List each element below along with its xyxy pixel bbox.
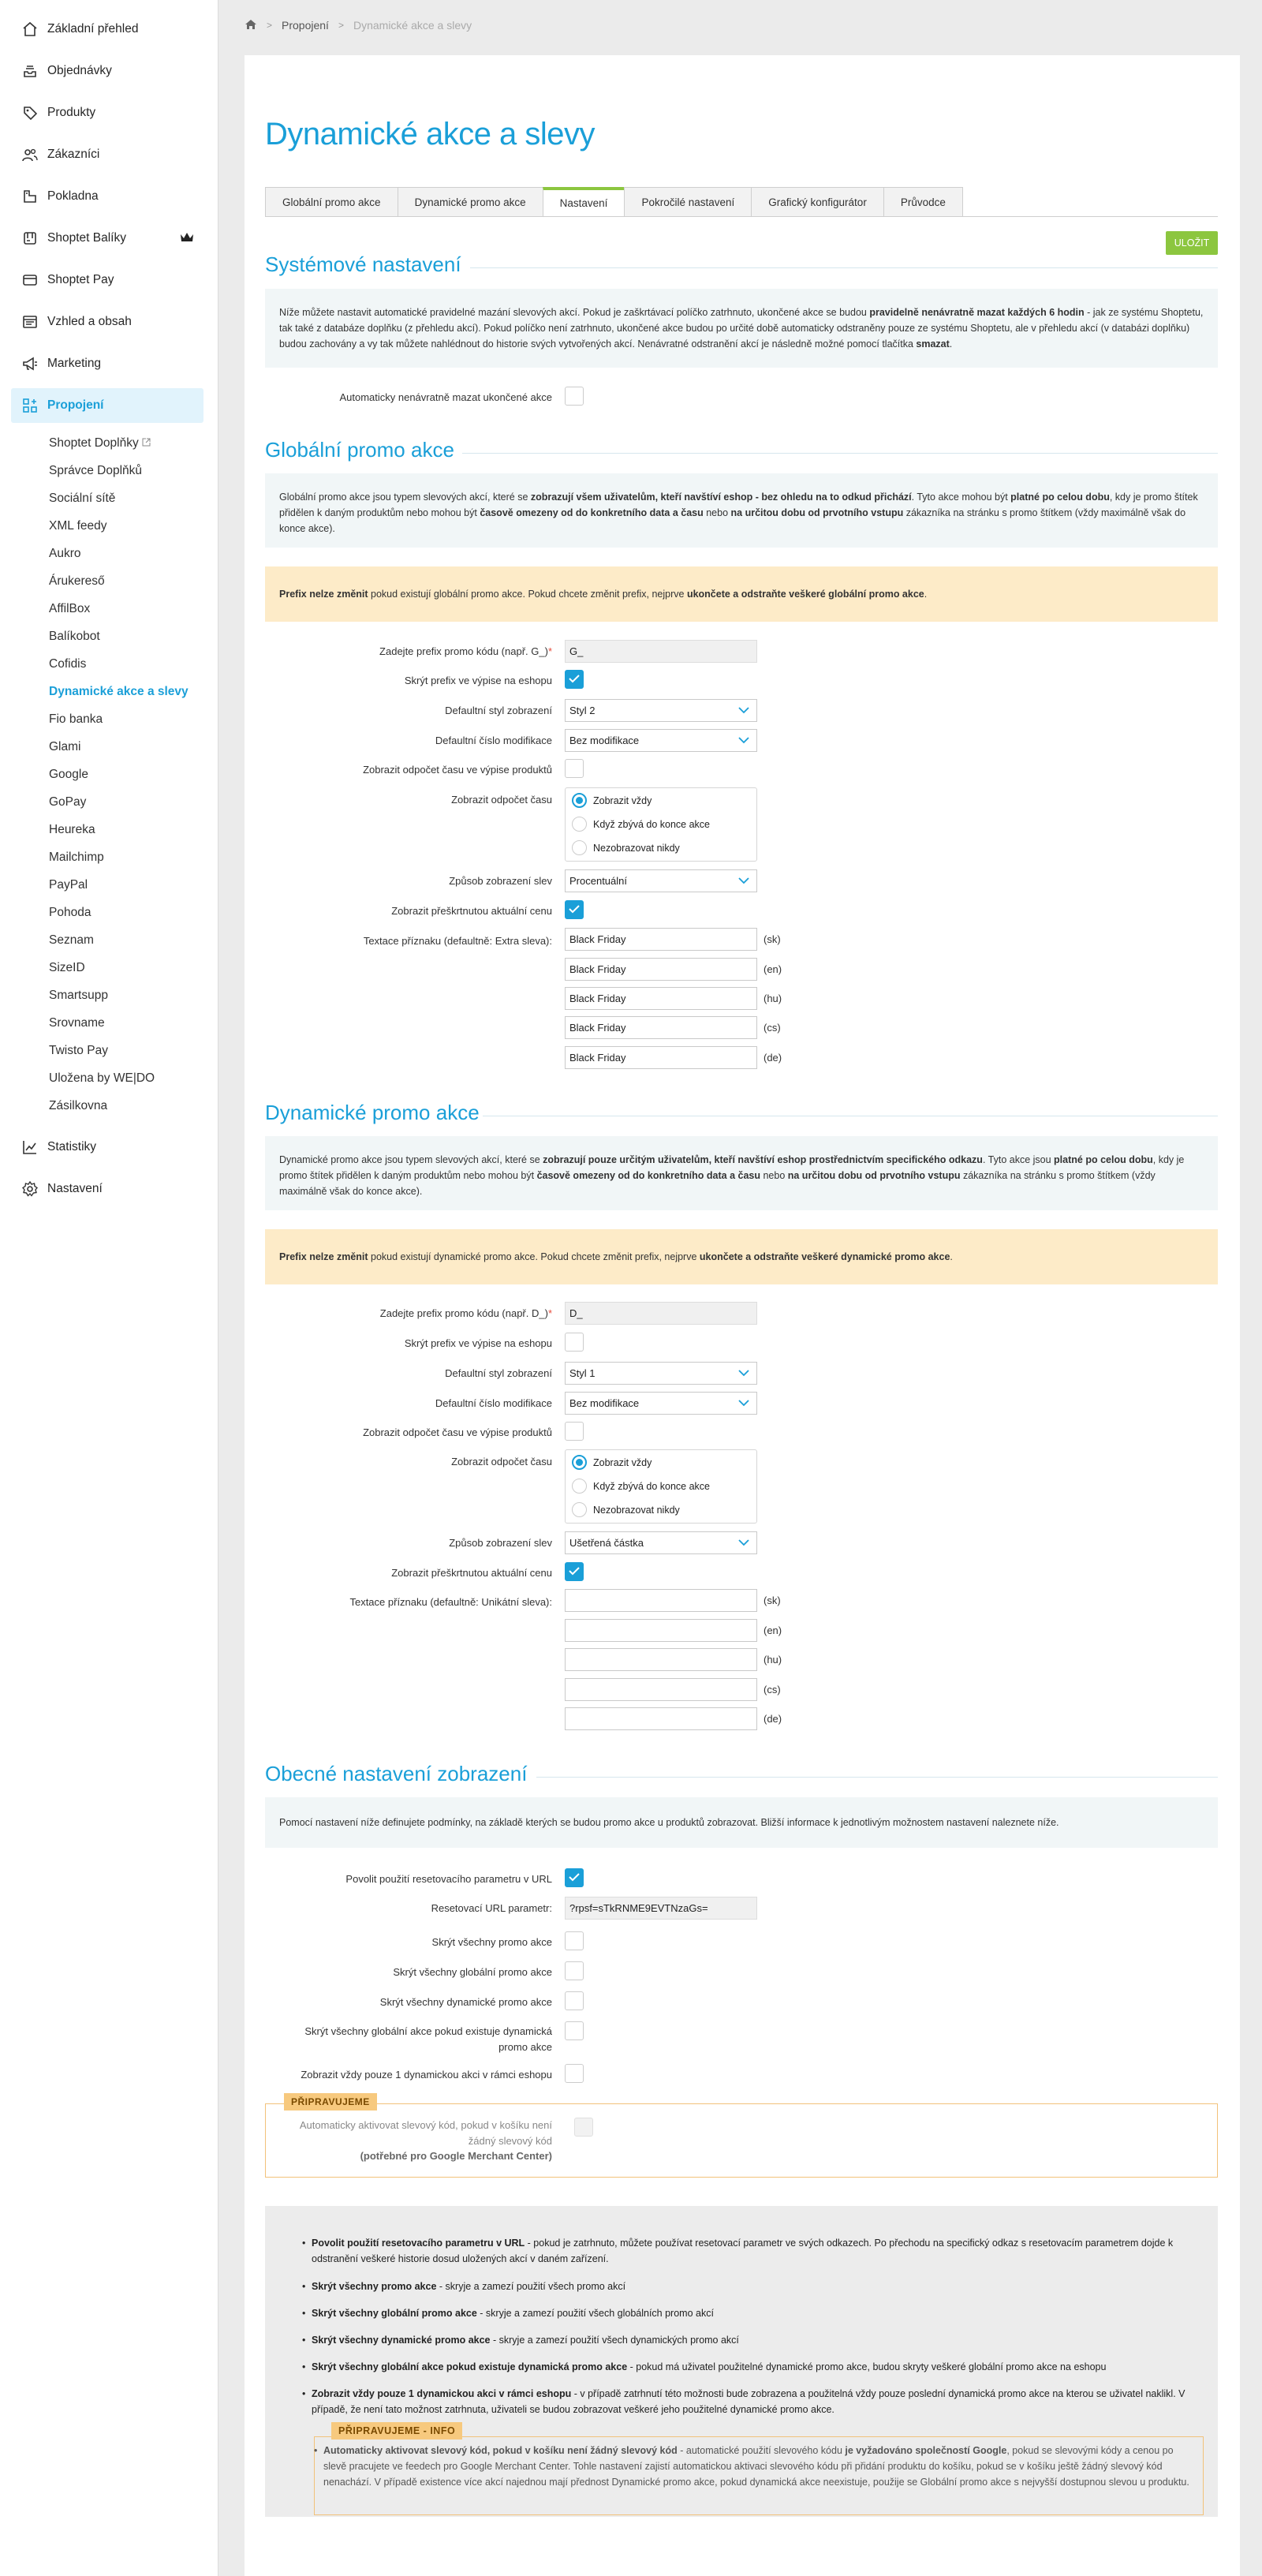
sidebar-sub-balikobot[interactable]: Balíkobot bbox=[49, 630, 100, 643]
package-icon bbox=[21, 229, 39, 248]
global-hide-prefix-checkbox[interactable] bbox=[565, 670, 584, 689]
help-item-hide-all: • Skrýt všechny promo akce - skryje a zamezí použití všech promo akcí bbox=[312, 2279, 1199, 2294]
sidebar-item-packages[interactable]: Shoptet Balíky bbox=[11, 221, 203, 256]
home-icon[interactable] bbox=[245, 18, 257, 33]
dynamic-info: Dynamické promo akce jsou typem slevových akcí, které se zobrazují pouze určitým uživatelům, kteří navštíví eshop prostřednictvím specifického odkazu. Tyto akce jsou platné po celou dobu, kdy je promo štítek přidělen k daným produktům nebo mohou být časově omezeny od do konkretního data a času nebo na určitou dobu od prvotního vstupu zákazníka na stránku s promo štítkem (vždy maximálně však do konce akce). bbox=[265, 1136, 1218, 1210]
chevron-down-icon bbox=[737, 875, 750, 888]
hide-global-if-dynamic-label: Skrýt všechny globální akce pokud existuje dynamická promo akce bbox=[304, 2025, 552, 2053]
dynamic-text-hu[interactable] bbox=[565, 1648, 757, 1671]
radio-when-remaining[interactable]: Když zbývá do konce akce bbox=[572, 1479, 710, 1494]
tab-advanced-settings[interactable]: Pokročilé nastavení bbox=[624, 187, 751, 217]
global-prefix-input[interactable]: G_ bbox=[565, 640, 757, 663]
tab-dynamic-promo[interactable]: Dynamické promo akce bbox=[398, 187, 543, 217]
global-countdown-list-label: Zobrazit odpočet času ve výpise produktů bbox=[363, 764, 552, 776]
tab-settings[interactable]: Nastavení bbox=[543, 187, 625, 217]
general-info: Pomocí nastavení níže definujete podmínky, na základě kterých se budou promo akce u produktů zobrazovat. Bližší informace k jednotlivým možnostem nastavení naleznete níže. bbox=[265, 1797, 1218, 1848]
tab-graphic-configurator[interactable]: Grafický konfigurátor bbox=[751, 187, 883, 217]
dynamic-mod-label: Defaultní číslo modifikace bbox=[435, 1397, 552, 1409]
external-link-icon bbox=[142, 436, 151, 450]
coming-soon-badge: PŘIPRAVUJEME bbox=[284, 2093, 377, 2111]
sidebar-item-customers[interactable]: Zákazníci bbox=[11, 137, 203, 172]
breadcrumb-current: Dynamické akce a slevy bbox=[353, 19, 472, 32]
sidebar-sub-gopay[interactable]: GoPay bbox=[49, 795, 87, 809]
sidebar-sub-google[interactable]: Google bbox=[49, 768, 88, 781]
global-style-select[interactable]: Styl 2 bbox=[565, 699, 757, 722]
reset-allow-label: Povolit použití resetovacího parametru v URL bbox=[345, 1873, 552, 1885]
card-icon bbox=[21, 271, 39, 290]
sidebar-sub-glami[interactable]: Glami bbox=[49, 740, 81, 753]
sidebar-sub-dynamic-actions[interactable]: Dynamické akce a slevy bbox=[49, 685, 189, 698]
dynamic-text-en[interactable] bbox=[565, 1619, 757, 1642]
global-countdown-radios bbox=[565, 787, 757, 862]
sidebar-item-register[interactable]: Pokladna bbox=[11, 179, 203, 214]
global-strike-checkbox[interactable] bbox=[565, 900, 584, 919]
sidebar-item-marketing[interactable]: Marketing bbox=[11, 346, 203, 381]
sidebar-item-integrations[interactable]: Propojení bbox=[11, 388, 203, 423]
crown-icon bbox=[180, 232, 194, 245]
coming-soon-info-badge: PŘIPRAVUJEME - INFO bbox=[331, 2422, 462, 2440]
global-text-sk[interactable]: Black Friday bbox=[565, 928, 757, 951]
help-item-one-dynamic: • Zobrazit vždy pouze 1 dynamickou akci v rámci eshopu - v případě zatrhnutí této možnosti bude zobrazena a použitelná vždy pouze poslední dynamická promo akce na kterou se uživatel naklikl. V případě, že není tato možnost zatrhnuta, uživateli se budou zobrazovat veškeré jeho použitelné dynamické promo akce. bbox=[312, 2386, 1199, 2417]
one-dynamic-label: Zobrazit vždy pouze 1 dynamickou akci v rámci eshopu bbox=[301, 2069, 552, 2081]
global-hide-prefix-label: Skrýt prefix ve výpise na eshopu bbox=[404, 675, 552, 686]
page-title: Dynamické akce a slevy bbox=[265, 117, 596, 151]
global-style-label: Defaultní styl zobrazení bbox=[445, 705, 552, 716]
radio-never[interactable]: Nezobrazovat nikdy bbox=[572, 1502, 680, 1517]
help-item-hide-global-if: • Skrýt všechny globální akce pokud existuje dynamická promo akce - pokud má uživatel použitelné dynamické promo akce, budou skryty veškeré globální promo akce na eshopu bbox=[312, 2359, 1199, 2375]
sidebar-sub-zasilkovna[interactable]: Zásilkovna bbox=[49, 1099, 108, 1112]
auto-delete-checkbox[interactable] bbox=[565, 387, 584, 406]
tab-global-promo[interactable]: Globální promo akce bbox=[265, 187, 398, 217]
hide-dynamic-label: Skrýt všechny dynamické promo akce bbox=[379, 1996, 552, 2008]
sidebar-sub-cofidis[interactable]: Cofidis bbox=[49, 657, 87, 671]
dynamic-mod-select[interactable]: Bez modifikace bbox=[565, 1392, 757, 1415]
global-text-de[interactable]: Black Friday bbox=[565, 1046, 757, 1069]
sidebar-item-products[interactable]: Produkty bbox=[11, 95, 203, 130]
dynamic-text-de[interactable] bbox=[565, 1707, 757, 1730]
home-icon bbox=[21, 20, 39, 39]
hide-global-checkbox[interactable] bbox=[565, 1961, 584, 1980]
dynamic-style-select[interactable]: Styl 1 bbox=[565, 1362, 757, 1385]
sidebar-item-orders[interactable]: Objednávky bbox=[11, 54, 203, 88]
global-text-label: Textace příznaku (defaultně: Extra sleva): bbox=[363, 935, 552, 947]
chevron-down-icon bbox=[737, 1367, 750, 1381]
system-info: Níže můžete nastavit automatické pravidelné mazání slevových akcí. Pokud je zaškrtávací políčko zatrhnuto, ukončené akce se budou pravidelně nenávratně mazat každých 6 hodin - jak ze systému Shoptetu, tak také z databáze doplňku (z přehledu akcí). Pokud políčko není zatrhnuto, ukončené akce budou po určité době automaticky odstraněny pouze ze systému Shoptetu, ale v přehledu akcí (v databázi doplňku) budou zachovány a vy tak můžete nahlédnout do historie svých vytvořených akcí. Nenávratné odstranění akcí je následně možné pomocí tlačítka smazat. bbox=[265, 289, 1218, 368]
auto-activate-label: Automaticky aktivovat slevový kód, pokud v košíku není žádný slevový kód (potřebné pro Google Merchant Center) bbox=[299, 2119, 552, 2162]
auto-delete-label: Automaticky nenávratně mazat ukončené akce bbox=[339, 391, 552, 403]
global-mod-label: Defaultní číslo modifikace bbox=[435, 735, 552, 746]
sidebar-item-statistics[interactable]: Statistiky bbox=[11, 1130, 203, 1165]
users-icon bbox=[21, 145, 39, 164]
chevron-down-icon bbox=[737, 735, 750, 748]
reset-param-input[interactable]: ?rpsf=sTkRNME9EVTNzaGs= bbox=[565, 1897, 757, 1920]
dynamic-discount-label: Způsob zobrazení slev bbox=[449, 1537, 552, 1549]
hide-global-label: Skrýt všechny globální promo akce bbox=[393, 1966, 552, 1978]
dynamic-prefix-input[interactable]: D_ bbox=[565, 1302, 757, 1325]
sidebar-sub-smartsupp[interactable]: Smartsupp bbox=[49, 989, 108, 1002]
sidebar bbox=[0, 0, 218, 2576]
global-discount-label: Způsob zobrazení slev bbox=[449, 875, 552, 887]
sidebar-sub-mailchimp[interactable]: Mailchimp bbox=[49, 851, 104, 864]
layout-icon bbox=[21, 312, 39, 331]
global-warning: Prefix nelze změnit pokud existují globální promo akce. Pokud chcete změnit prefix, nejprve ukončete a odstraňte veškeré globální promo akce. bbox=[265, 566, 1218, 622]
radio-always[interactable]: Zobrazit vždy bbox=[572, 793, 652, 808]
megaphone-icon bbox=[21, 354, 39, 373]
global-countdown-list-checkbox[interactable] bbox=[565, 759, 584, 778]
sidebar-sub-addon-manager[interactable]: Správce Doplňků bbox=[49, 464, 143, 477]
register-icon bbox=[21, 187, 39, 206]
radio-always[interactable]: Zobrazit vždy bbox=[572, 1455, 652, 1470]
sidebar-sub-arukereso[interactable]: Árukereső bbox=[49, 574, 105, 588]
sidebar-sub-paypal[interactable]: PayPal bbox=[49, 878, 88, 892]
chevron-down-icon bbox=[737, 1537, 750, 1550]
chevron-down-icon bbox=[737, 705, 750, 718]
sidebar-item-settings[interactable]: Nastavení bbox=[11, 1172, 203, 1206]
dynamic-prefix-label: Zadejte prefix promo kódu (např. D_)* bbox=[379, 1307, 552, 1319]
global-text-en[interactable]: Black Friday bbox=[565, 958, 757, 981]
gear-icon bbox=[21, 1180, 39, 1198]
sidebar-sub-affilbox[interactable]: AffilBox bbox=[49, 602, 91, 615]
dynamic-text-label: Textace příznaku (defaultně: Unikátní sleva): bbox=[349, 1596, 552, 1608]
sidebar-item-appearance[interactable]: Vzhled a obsah bbox=[11, 305, 203, 339]
global-text-cs[interactable]: Black Friday bbox=[565, 1016, 757, 1039]
save-button[interactable]: ULOŽIT bbox=[1166, 231, 1218, 255]
breadcrumb: > Propojení > Dynamické akce a slevy bbox=[245, 17, 472, 33]
dynamic-strike-label: Zobrazit přeškrtnutou aktuální cenu bbox=[391, 1567, 552, 1579]
sidebar-sub-ulozenka[interactable]: Uložena by WE|DO bbox=[49, 1071, 155, 1085]
radio-when-remaining[interactable]: Když zbývá do konce akce bbox=[572, 817, 710, 832]
chart-icon bbox=[21, 1138, 39, 1157]
tab-bar bbox=[265, 187, 963, 217]
dynamic-hide-prefix-label: Skrýt prefix ve výpise na eshopu bbox=[404, 1337, 552, 1349]
radio-never[interactable]: Nezobrazovat nikdy bbox=[572, 840, 680, 855]
sidebar-sub-sizeid[interactable]: SizeID bbox=[49, 961, 85, 974]
section-title-dynamic: Dynamické promo akce bbox=[265, 1101, 480, 1124]
sidebar-sub-srovname[interactable]: Srovname bbox=[49, 1016, 105, 1030]
sidebar-sub-seznam[interactable]: Seznam bbox=[49, 933, 94, 947]
tab-guide[interactable]: Průvodce bbox=[883, 187, 963, 217]
global-text-hu[interactable]: Black Friday bbox=[565, 987, 757, 1010]
dynamic-discount-select[interactable]: Ušetřená částka bbox=[565, 1531, 757, 1554]
sidebar-item-pay[interactable]: Shoptet Pay bbox=[11, 263, 203, 297]
sidebar-sub-fio[interactable]: Fio banka bbox=[49, 712, 103, 726]
sidebar-sub-twisto[interactable]: Twisto Pay bbox=[49, 1044, 108, 1057]
hide-all-label: Skrýt všechny promo akce bbox=[431, 1936, 552, 1948]
hide-global-if-dynamic-checkbox[interactable] bbox=[565, 2021, 584, 2040]
global-info: Globální promo akce jsou typem slevových akcí, které se zobrazují všem uživatelům, kteří navštíví eshop - bez ohledu na to odkud přichází. Tyto akce mohou být platné po celou dobu, kdy je promo štítek přidělen k daným produktům nebo mohou být časově omezeny od do konkretního data a času nebo na určitou dobu od prvotního vstupu zákazníka na stránku s promo štítkem (vždy maximálně však do konce akce). bbox=[265, 473, 1218, 548]
global-countdown-label: Zobrazit odpočet času bbox=[451, 794, 552, 806]
dynamic-countdown-list-checkbox[interactable] bbox=[565, 1422, 584, 1441]
inbox-icon bbox=[21, 62, 39, 80]
section-title-general: Obecné nastavení zobrazení bbox=[265, 1762, 528, 1785]
sidebar-sub-xml[interactable]: XML feedy bbox=[49, 519, 107, 533]
dynamic-hide-prefix-checkbox[interactable] bbox=[565, 1333, 584, 1352]
sidebar-sub-heureka[interactable]: Heureka bbox=[49, 823, 95, 836]
reset-param-label: Resetovací URL parametr: bbox=[431, 1902, 552, 1914]
dynamic-text-cs[interactable] bbox=[565, 1678, 757, 1701]
sidebar-sub-aukro[interactable]: Aukro bbox=[49, 547, 81, 560]
breadcrumb-parent[interactable]: Propojení bbox=[282, 19, 329, 32]
sidebar-sub-pohoda[interactable]: Pohoda bbox=[49, 906, 91, 919]
dynamic-warning: Prefix nelze změnit pokud existují dynamické promo akce. Pokud chcete změnit prefix, nejprve ukončete a odstraňte veškeré dynamické promo akce. bbox=[265, 1229, 1218, 1284]
dynamic-countdown-list-label: Zobrazit odpočet času ve výpise produktů bbox=[363, 1426, 552, 1438]
sidebar-sub-social[interactable]: Sociální sítě bbox=[49, 492, 116, 505]
section-title-global: Globální promo akce bbox=[265, 438, 454, 462]
sidebar-item-overview[interactable]: Základní přehled bbox=[11, 12, 203, 47]
reset-allow-checkbox[interactable] bbox=[565, 1868, 584, 1887]
help-item-hide-global: • Skrýt všechny globální promo akce - skryje a zamezí použití všech globálních promo akcí bbox=[312, 2305, 1199, 2321]
global-strike-label: Zobrazit přeškrtnutou aktuální cenu bbox=[391, 905, 552, 917]
one-dynamic-checkbox[interactable] bbox=[565, 2064, 584, 2083]
apps-icon bbox=[21, 396, 39, 415]
global-prefix-label: Zadejte prefix promo kódu (např. G_)* bbox=[379, 645, 552, 657]
dynamic-style-label: Defaultní styl zobrazení bbox=[445, 1367, 552, 1379]
section-title-system: Systémové nastavení bbox=[265, 252, 461, 276]
hide-all-checkbox[interactable] bbox=[565, 1931, 584, 1950]
help-item-hide-dynamic: • Skrýt všechny dynamické promo akce - skryje a zamezí použití všech dynamických promo akcí bbox=[312, 2332, 1199, 2348]
tag-icon bbox=[21, 103, 39, 122]
sidebar-sub-addons[interactable]: Shoptet Doplňky bbox=[49, 436, 151, 451]
help-item-auto-activate: • Automaticky aktivovat slevový kód, pokud v košíku není žádný slevový kód - automatické použití slevového kódu je vyžadováno společností Google, pokud se slevovými kódy a cenou po slevě pracujete ve feedech pro Google Merchant Center. Tohle nastavení zajistí automatickou aktivaci slevového kódu při přidání produktu do košíku, pokud se v košíku ještě žádný slevový kód nenachází. V případě existence více akcí najednou mají přednost Dynamické promo akce, pokud dynamická akce neexistuje, použije se Globální promo akce s nejvyšší dostupnou slevou u produktu. bbox=[323, 2443, 1191, 2490]
hide-dynamic-checkbox[interactable] bbox=[565, 1991, 584, 2010]
global-discount-select[interactable]: Procentuální bbox=[565, 869, 757, 892]
dynamic-countdown-radios bbox=[565, 1449, 757, 1524]
global-mod-select[interactable]: Bez modifikace bbox=[565, 729, 757, 752]
dynamic-countdown-label: Zobrazit odpočet času bbox=[451, 1456, 552, 1467]
dynamic-text-sk[interactable] bbox=[565, 1589, 757, 1612]
auto-activate-checkbox bbox=[574, 2118, 593, 2137]
dynamic-strike-checkbox[interactable] bbox=[565, 1562, 584, 1581]
chevron-down-icon bbox=[737, 1397, 750, 1411]
help-item-reset: • Povolit použití resetovacího parametru v URL - pokud je zatrhnuto, můžete používat resetovací parametr ve svých odkazech. Po přechodu na specifický odkaz s resetovacím parametrem dojde k odstranění veškeré historie dosud uložených akcí v daném zařízení. bbox=[312, 2235, 1199, 2267]
